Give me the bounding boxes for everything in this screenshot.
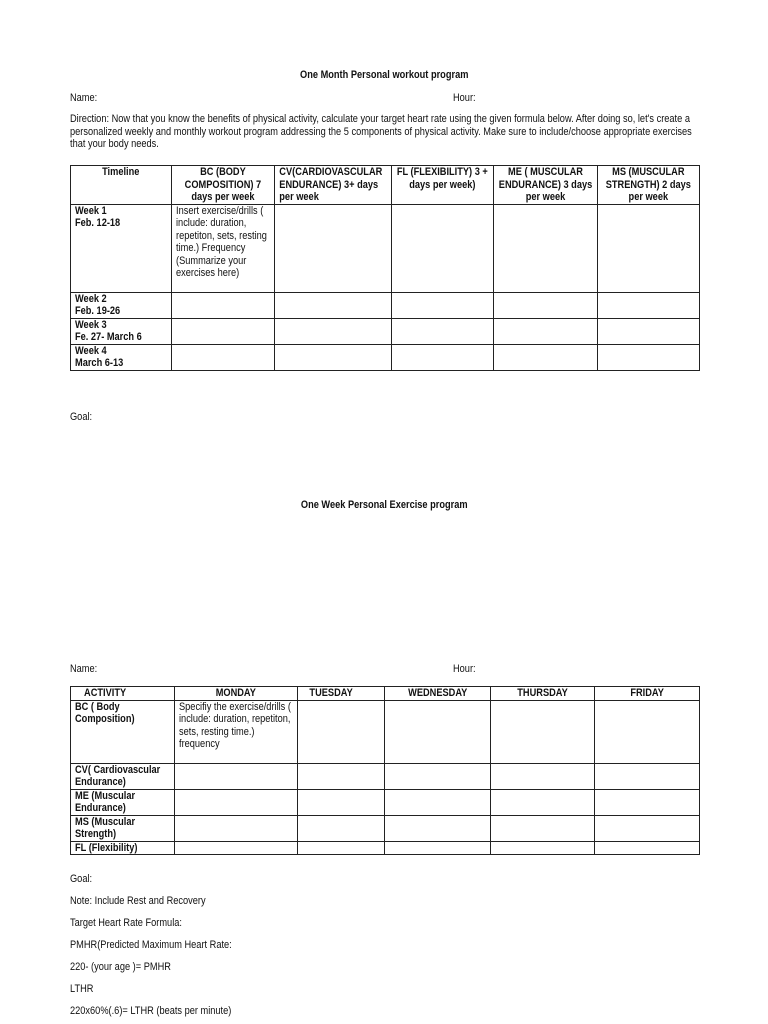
empty-cell[interactable]: [298, 700, 385, 763]
empty-cell[interactable]: [175, 841, 298, 855]
empty-cell[interactable]: [298, 841, 385, 855]
lthr-formula: 220x60%(.6)= LTHR (beats per minute): [70, 1005, 232, 1017]
activity-cell: BC ( Body Composition): [71, 700, 175, 763]
header-tuesday: TUESDAY: [298, 687, 385, 701]
lthr-label: LTHR: [70, 983, 94, 995]
weekly-program-table: [70, 686, 700, 855]
table-row: [71, 841, 700, 855]
monthly-direction-text: Direction: Now that you know the benefits of physical activity, calculate your target heart rate using the given formula below. After doing so, let's create a personalized weekly and monthly workout program addressing the 5 components of physical activity. Make sure to include/choose appropriate exercises that your body needs.: [70, 113, 692, 150]
header-bc: BC (BODY COMPOSITION) 7 days per week: [172, 166, 275, 205]
week-cell: Week 3 Fe. 27- March 6: [71, 318, 172, 344]
rest-note: Note: Include Rest and Recovery: [70, 895, 206, 907]
empty-cell[interactable]: [175, 789, 298, 815]
empty-cell[interactable]: [385, 763, 491, 789]
monthly-name-label: Name:: [70, 92, 98, 104]
empty-cell[interactable]: [175, 763, 298, 789]
empty-cell[interactable]: [598, 344, 700, 370]
empty-cell[interactable]: [491, 789, 595, 815]
empty-cell[interactable]: [385, 700, 491, 763]
header-fl: FL (FLEXIBILITY) 3 + days per week): [392, 166, 494, 205]
empty-cell[interactable]: [172, 344, 275, 370]
activity-cell: MS (Muscular Strength): [71, 815, 175, 841]
weekly-hour-label: Hour:: [453, 663, 476, 675]
activity-cell: CV( Cardiovascular Endurance): [71, 763, 175, 789]
monthly-goal-label: Goal:: [70, 411, 93, 423]
week-cell: Week 2 Feb. 19-26: [71, 292, 172, 318]
empty-cell[interactable]: [172, 318, 275, 344]
pmhr-definition: PMHR(Predicted Maximum Heart Rate:: [70, 939, 232, 951]
header-activity: ACTIVITY: [71, 687, 175, 701]
empty-cell[interactable]: [491, 763, 595, 789]
empty-cell[interactable]: [595, 700, 700, 763]
table-row: [71, 789, 700, 815]
header-cv: CV(CARDIOVASCULAR ENDURANCE) 3+ days per week: [275, 166, 392, 205]
header-ms: MS (MUSCULAR STRENGTH) 2 days per week: [598, 166, 700, 205]
weekly-name-label: Name:: [70, 663, 98, 675]
table-row: [71, 763, 700, 789]
empty-cell[interactable]: [385, 841, 491, 855]
empty-cell[interactable]: [298, 815, 385, 841]
header-friday: FRIDAY: [595, 687, 700, 701]
empty-cell[interactable]: [275, 318, 392, 344]
header-wednesday: WEDNESDAY: [385, 687, 491, 701]
monthly-program-table: [70, 165, 700, 371]
empty-cell[interactable]: [598, 204, 700, 292]
empty-cell[interactable]: [595, 815, 700, 841]
table-row: [71, 344, 700, 370]
weekly-goal-label: Goal:: [70, 873, 93, 885]
empty-cell[interactable]: [494, 344, 598, 370]
empty-cell[interactable]: [392, 292, 494, 318]
table-row: [71, 815, 700, 841]
empty-cell[interactable]: [598, 292, 700, 318]
empty-cell[interactable]: [491, 700, 595, 763]
empty-cell[interactable]: [392, 344, 494, 370]
header-monday: MONDAY: [175, 687, 298, 701]
empty-cell[interactable]: [172, 292, 275, 318]
empty-cell[interactable]: [275, 204, 392, 292]
empty-cell[interactable]: [275, 344, 392, 370]
week-cell: Week 4 March 6-13: [71, 344, 172, 370]
empty-cell[interactable]: [595, 841, 700, 855]
monthly-title: One Month Personal workout program: [299, 69, 469, 81]
table-row: [71, 292, 700, 318]
empty-cell[interactable]: [385, 789, 491, 815]
empty-cell[interactable]: [595, 763, 700, 789]
table-row: [71, 318, 700, 344]
empty-cell[interactable]: [275, 292, 392, 318]
header-timeline: Timeline: [71, 166, 172, 205]
bc-instruction-cell: Insert exercise/drills ( include: duration, repetiton, sets, resting time.) Frequency (Summarize your exercises here): [172, 204, 275, 292]
empty-cell[interactable]: [598, 318, 700, 344]
empty-cell[interactable]: [298, 789, 385, 815]
weekly-title: One Week Personal Exercise program: [300, 499, 468, 511]
empty-cell[interactable]: [491, 815, 595, 841]
header-me: ME ( MUSCULAR ENDURANCE) 3 days per week: [494, 166, 598, 205]
empty-cell[interactable]: [494, 204, 598, 292]
empty-cell[interactable]: [494, 318, 598, 344]
empty-cell[interactable]: [392, 318, 494, 344]
monthly-hour-label: Hour:: [453, 92, 476, 104]
activity-cell: ME (Muscular Endurance): [71, 789, 175, 815]
empty-cell[interactable]: [494, 292, 598, 318]
monday-instruction-cell: Specifiy the exercise/drills ( include: duration, repetiton, sets, resting time.) frequency: [175, 700, 298, 763]
empty-cell[interactable]: [392, 204, 494, 292]
empty-cell[interactable]: [595, 789, 700, 815]
empty-cell[interactable]: [385, 815, 491, 841]
activity-cell: FL (Flexibility): [71, 841, 175, 855]
table-row: [71, 204, 700, 292]
empty-cell[interactable]: [175, 815, 298, 841]
empty-cell[interactable]: [491, 841, 595, 855]
header-thursday: THURSDAY: [491, 687, 595, 701]
formula-title: Target Heart Rate Formula:: [70, 917, 182, 929]
pmhr-formula: 220- (your age )= PMHR: [70, 961, 171, 973]
week-cell: Week 1 Feb. 12-18: [71, 204, 172, 292]
empty-cell[interactable]: [298, 763, 385, 789]
table-row: [71, 700, 700, 763]
